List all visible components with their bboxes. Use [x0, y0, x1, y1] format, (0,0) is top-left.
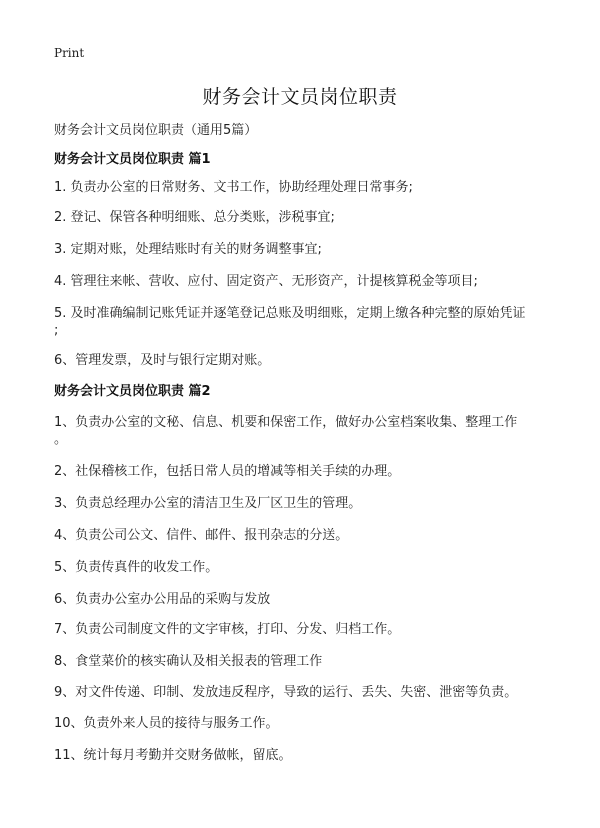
section-2-item-11 [54, 746, 554, 766]
list-item: 1、负责办公室的文秘、信息、机要和保密工作，做好办公室档案收集、整理工作 [54, 415, 518, 430]
list-item: 10、负责外来人员的接待与服务工作。 [54, 716, 279, 731]
list-item: 3、负责总经理办公室的清洁卫生及厂区卫生的管理。 [54, 496, 362, 511]
list-item: 5、负责传真件的收发工作。 [54, 560, 219, 575]
list-item: 6、负责办公室办公用品的采购与发放 [54, 592, 271, 607]
list-item: 11、统计每月考勤并交财务做帐，留底。 [54, 748, 292, 763]
print-label: Print [54, 46, 85, 60]
section-1-item-3 [54, 240, 554, 260]
list-item: 4、负责公司公文、信件、邮件、报刊杂志的分送。 [54, 528, 349, 543]
section-1-item-1 [54, 178, 554, 198]
section-1-item-4 [54, 272, 554, 292]
section-1 [54, 148, 554, 172]
section-2-item-7 [54, 620, 554, 640]
list-item: 7、负责公司制度文件的文字审核，打印、分发、归档工作。 [54, 622, 401, 637]
list-item: 5. 及时准确编制记账凭证并逐笔登记总账及明细账，定期上缴各种完整的原始凭证 [54, 306, 526, 321]
section-2-item-10 [54, 714, 554, 734]
section-2-item-2 [54, 462, 554, 482]
section-2-item-5 [54, 558, 554, 578]
section-2-item-1 [54, 413, 554, 447]
section-heading: 财务会计文员岗位职责 篇2 [54, 384, 211, 399]
section-1-item-6 [54, 351, 554, 371]
list-item: 2. 登记、保管各种明细账、总分类账，涉税事宜; [54, 210, 335, 225]
list-item-continuation: ; [54, 323, 59, 338]
section-heading: 财务会计文员岗位职责 篇1 [54, 152, 211, 167]
list-item: 2、社保稽核工作，包括日常人员的增减等相关手续的办理。 [54, 464, 401, 479]
list-item: 6、管理发票，及时与银行定期对账。 [54, 353, 271, 368]
document-subtitle: 财务会计文员岗位职责（通用5篇） [54, 123, 258, 138]
section-2-item-3 [54, 494, 554, 514]
list-item: 3. 定期对账，处理结账时有关的财务调整事宜; [54, 242, 322, 257]
list-item: 1. 负责办公室的日常财务、文书工作，协助经理处理日常事务; [54, 180, 413, 195]
list-item-continuation: 。 [54, 432, 68, 447]
list-item: 4. 管理往来帐、营收、应付、固定资产、无形资产，计提核算税金等项目; [54, 274, 478, 289]
section-1-item-2 [54, 208, 554, 228]
section-2-item-9 [54, 683, 554, 703]
section-1-item-5 [54, 304, 554, 338]
section-2-item-6 [54, 590, 554, 610]
list-item: 8、食堂菜价的核实确认及相关报表的管理工作 [54, 654, 323, 669]
list-item: 9、对文件传递、印制、发放违反程序，导致的运行、丢失、失密、泄密等负责。 [54, 685, 518, 700]
document-title: 财务会计文员岗位职责 [202, 86, 398, 108]
section-2-item-8 [54, 652, 554, 672]
section-2 [54, 380, 554, 404]
section-2-item-4 [54, 526, 554, 546]
